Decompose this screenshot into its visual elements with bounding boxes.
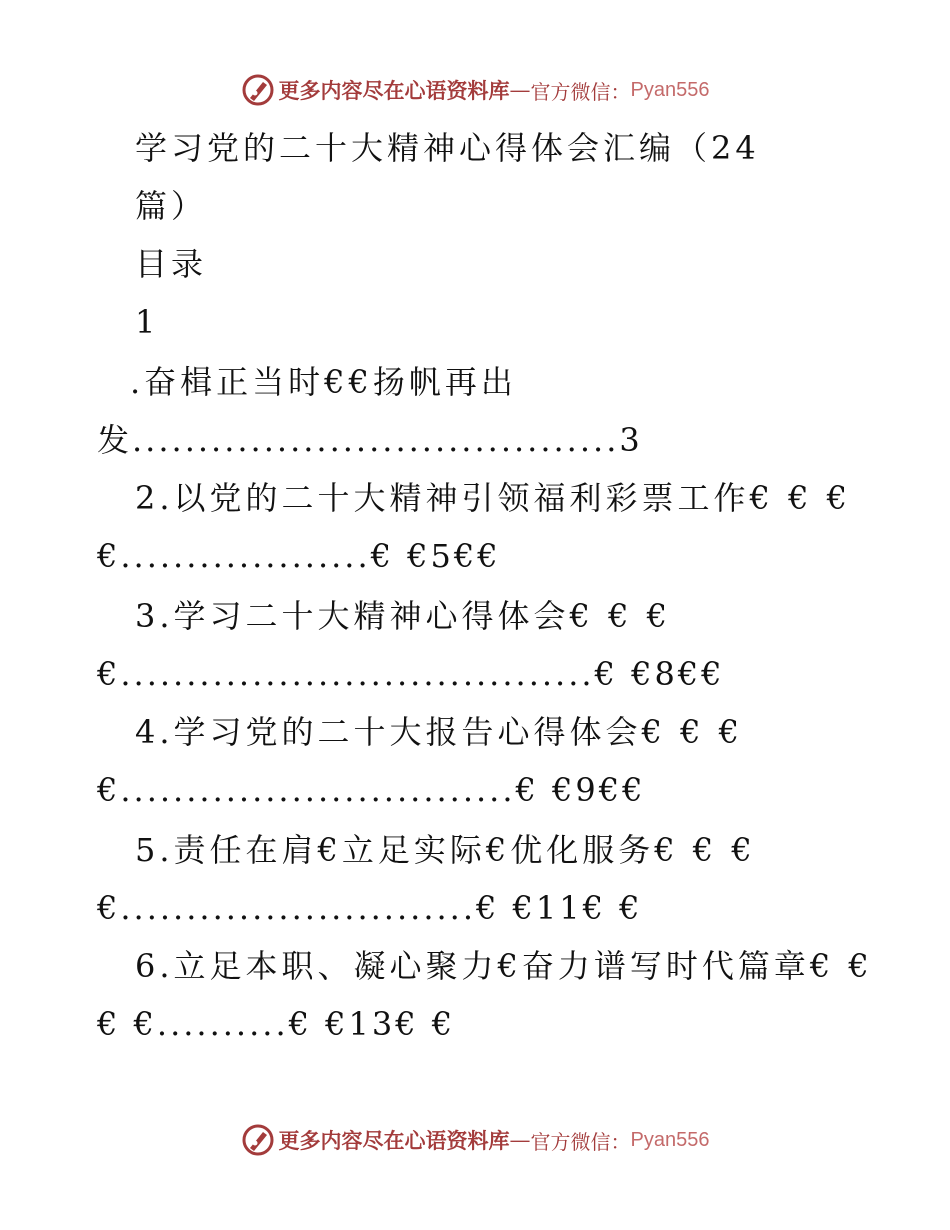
toc-entry-4-title: 4.学习党的二十大报告心得体会€ € €	[135, 713, 743, 751]
banner-separator: —	[509, 78, 531, 102]
footer-watermark-banner	[0, 1120, 950, 1160]
toc-heading: 目录	[135, 245, 208, 283]
document-title-line1: 学习党的二十大精神心得体会汇编（24	[135, 129, 760, 167]
banner-wechat-label: 官方微信：	[530, 79, 631, 104]
toc-entry-3-title: 3.学习二十大精神心得体会€ € €	[135, 597, 671, 635]
banner-wechat-label: 官方微信：	[530, 1129, 631, 1154]
banner-separator: —	[509, 1128, 531, 1152]
pen-logo-icon	[241, 1123, 275, 1157]
banner-brand: 更多内容尽在心语资料库	[278, 78, 510, 103]
banner-wechat-handle: Pyan556	[630, 78, 710, 101]
toc-entry-1-leader: 发.....................................3	[97, 421, 643, 459]
toc-entry-1-title: .奋楫正当时€€扬帆再出	[130, 363, 517, 401]
toc-entry-5-title: 5.责任在肩€立足实际€优化服务€ € €	[135, 831, 756, 869]
toc-entry-5-leader: €...........................€ €11€ €	[97, 889, 643, 927]
pen-logo-icon	[241, 73, 275, 107]
toc-entry-3-leader: €....................................€ €8€€	[97, 655, 725, 693]
banner-brand: 更多内容尽在心语资料库	[278, 1128, 510, 1153]
toc-entry-4-leader: €..............................€ €9€€	[97, 771, 646, 809]
toc-entry-6-leader: € €..........€ €13€ €	[97, 1005, 456, 1043]
document-title-line2: 篇）	[135, 187, 208, 225]
toc-entry-2-leader: €...................€ €5€€	[97, 537, 501, 575]
toc-entry-2-title: 2.以党的二十大精神引领福利彩票工作€ € €	[135, 479, 851, 517]
toc-entry-6-title: 6.立足本职、凝心聚力€奋力谱写时代篇章€ €	[135, 947, 873, 985]
header-watermark-banner	[0, 70, 950, 110]
toc-entry-1-number: 1	[135, 303, 160, 341]
banner-wechat-handle: Pyan556	[630, 1128, 710, 1151]
